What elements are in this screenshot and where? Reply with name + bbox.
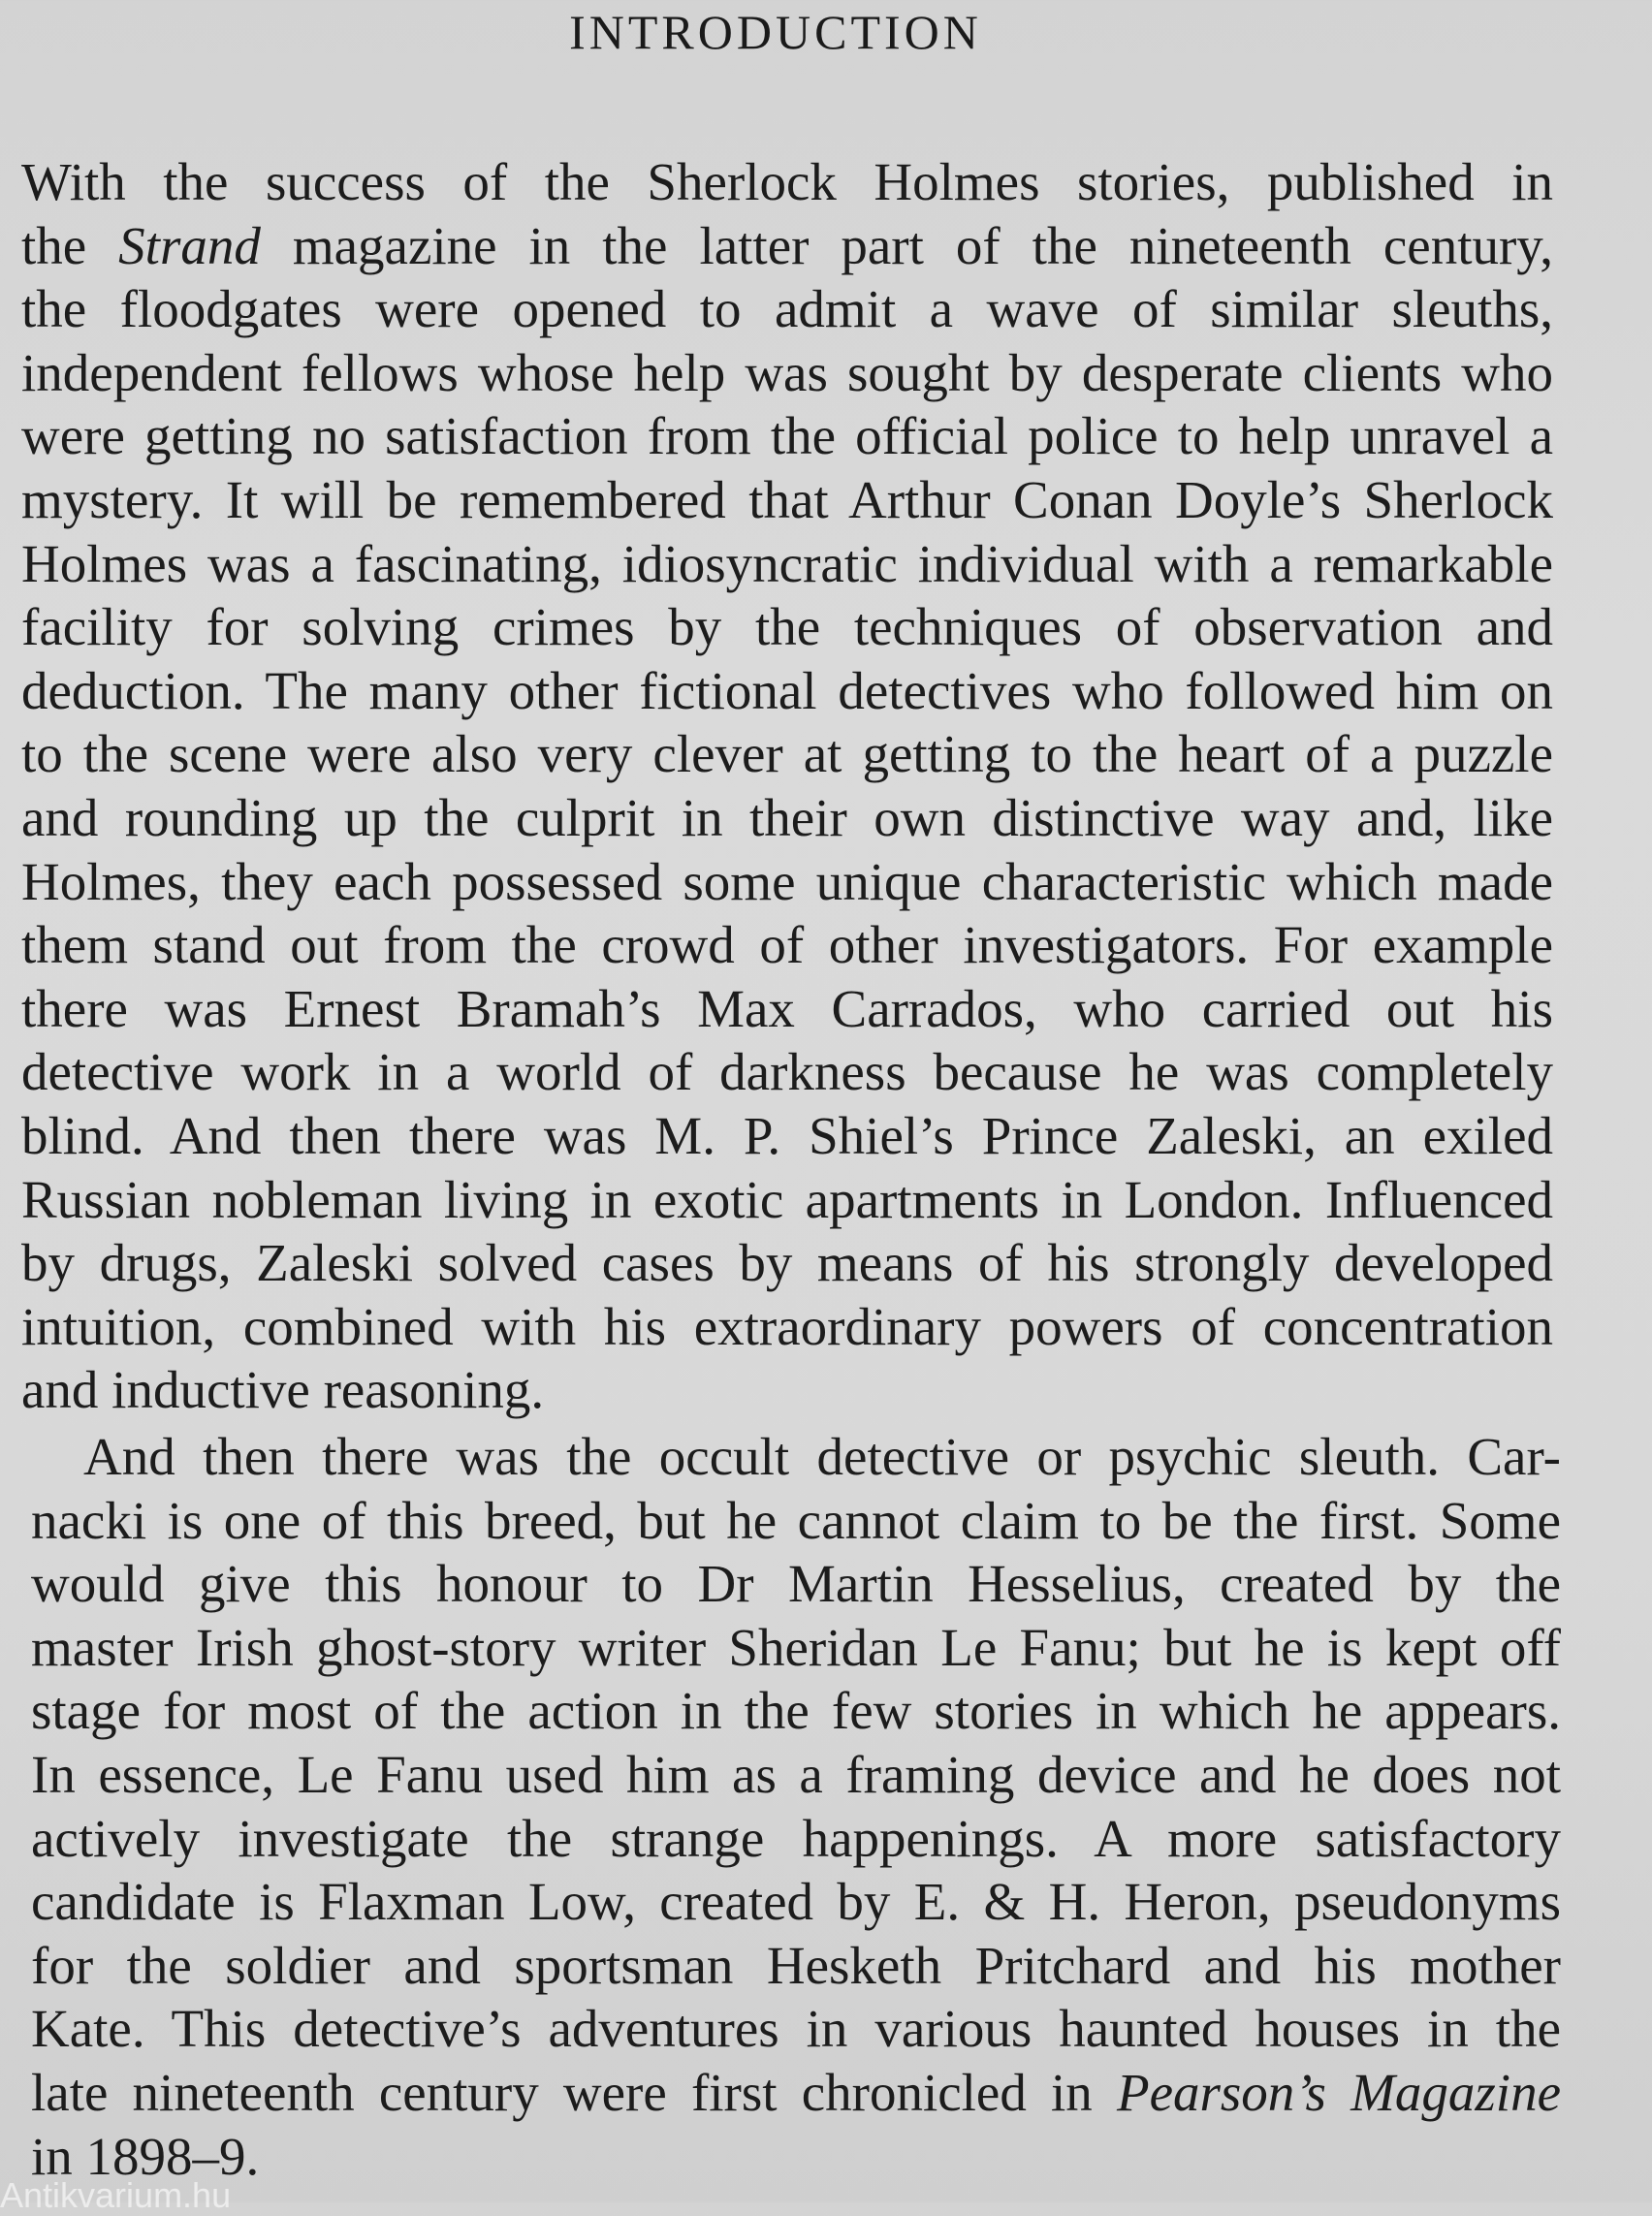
text-run: and rounding up the culprit in their own distinctive way and, like xyxy=(21,787,1553,847)
text-line xyxy=(21,850,1553,914)
text-run: intuition, combined with his extraordinary powers of concentration xyxy=(21,1296,1553,1356)
text-line xyxy=(21,595,1553,659)
text-line xyxy=(31,1934,1561,1998)
text-line xyxy=(31,1679,1561,1743)
text-run: were getting no satisfaction from the official police to help unravel a xyxy=(21,406,1553,466)
text-line xyxy=(21,1295,1553,1359)
text-line xyxy=(31,1997,1561,2061)
text-run: to the scene were also very clever at getting to the heart of a puzzle xyxy=(21,724,1553,784)
text-line xyxy=(21,1358,1553,1422)
text-run: nacki is one of this breed, but he cannot claim to be the first. Some xyxy=(31,1490,1561,1550)
text-run: by drugs, Zaleski solved cases by means of his strongly developed xyxy=(21,1233,1553,1293)
text-run: And then there was the occult detective or psychic sleuth. Car- xyxy=(83,1427,1561,1486)
text-run: for the soldier and sportsman Hesketh Pritchard and his mother xyxy=(31,1935,1561,1995)
text-line xyxy=(21,341,1553,405)
text-run: With the success of the Sherlock Holmes stories, published in xyxy=(21,152,1553,211)
text-run: stage for most of the action in the few stories in which he appears. xyxy=(31,1681,1561,1741)
text-run: Holmes was a fascinating, idiosyncratic individual with a remarkable xyxy=(21,533,1553,593)
text-line xyxy=(21,532,1553,596)
text-run: Russian nobleman living in exotic apartments in London. Influenced xyxy=(21,1169,1553,1229)
text-run: would give this honour to Dr Martin Hesselius, created by the xyxy=(31,1554,1561,1614)
text-run: candidate is Flaxman Low, created by E. & H. Heron, pseudonyms xyxy=(31,1872,1561,1932)
text-run: deduction. The many other fictional detectives who followed him on xyxy=(21,660,1553,720)
text-run: and inductive reasoning. xyxy=(21,1360,545,1420)
text-line xyxy=(21,722,1553,786)
text-run: mystery. It will be remembered that Arthur Conan Doyle’s Sherlock xyxy=(21,469,1553,529)
text-line xyxy=(31,2061,1561,2125)
text-run: the floodgates were opened to admit a wave of similar sleuths, xyxy=(21,279,1553,339)
text-run: there was Ernest Bramah’s Max Carrados, who carried out his xyxy=(21,978,1553,1038)
text-line xyxy=(21,468,1553,532)
text-run: facility for solving crimes by the techniques of observation and xyxy=(21,597,1553,657)
text-line xyxy=(31,1616,1561,1680)
chapter-heading: INTRODUCTION xyxy=(569,5,982,59)
watermark: Antikvarium.hu xyxy=(0,2175,232,2215)
text-line xyxy=(21,786,1553,850)
italic-title: Strand xyxy=(118,215,261,275)
text-run: detective work in a world of darkness because he was completely xyxy=(21,1042,1553,1102)
text-line xyxy=(21,659,1553,723)
text-line xyxy=(21,1104,1553,1168)
text-run: late nineteenth century were first chronicled in xyxy=(31,2062,1117,2122)
italic-title: Pearson’s Magazine xyxy=(1116,2062,1562,2122)
text-line xyxy=(31,1743,1561,1807)
text-line xyxy=(21,150,1553,214)
text-line xyxy=(31,1489,1561,1553)
text-run: them stand out from the crowd of other investigators. For example xyxy=(21,915,1553,975)
text-line xyxy=(31,2125,1561,2189)
text-line xyxy=(21,1231,1553,1295)
text-run: in 1898–9. xyxy=(31,2126,260,2186)
text-line xyxy=(31,1425,1561,1489)
text-run: Holmes, they each possessed some unique characteristic which made xyxy=(21,851,1553,911)
text-line xyxy=(31,1552,1561,1616)
paragraph-2 xyxy=(31,1425,1561,2188)
text-run: magazine in the latter part of the nineteenth century, xyxy=(260,215,1553,275)
text-line xyxy=(31,1870,1561,1934)
text-line xyxy=(31,1807,1561,1871)
text-line xyxy=(21,214,1553,278)
text-line xyxy=(21,1168,1553,1232)
text-line xyxy=(21,277,1553,341)
paragraph-1 xyxy=(21,150,1553,1422)
text-run: blind. And then there was M. P. Shiel’s Prince Zaleski, an exiled xyxy=(21,1105,1553,1165)
text-line xyxy=(21,977,1553,1041)
text-run: actively investigate the strange happenings. A more satisfactory xyxy=(31,1808,1561,1868)
text-run: master Irish ghost-story writer Sheridan Le Fanu; but he is kept off xyxy=(31,1617,1561,1677)
text-line xyxy=(21,1040,1553,1104)
text-run: In essence, Le Fanu used him as a framing device and he does not xyxy=(31,1744,1561,1804)
text-line xyxy=(21,404,1553,468)
text-run: the xyxy=(21,215,119,275)
text-run: independent fellows whose help was sought by desperate clients who xyxy=(21,342,1553,402)
text-line xyxy=(21,913,1553,977)
text-run: Kate. This detective’s adventures in various haunted houses in the xyxy=(31,1999,1561,2059)
